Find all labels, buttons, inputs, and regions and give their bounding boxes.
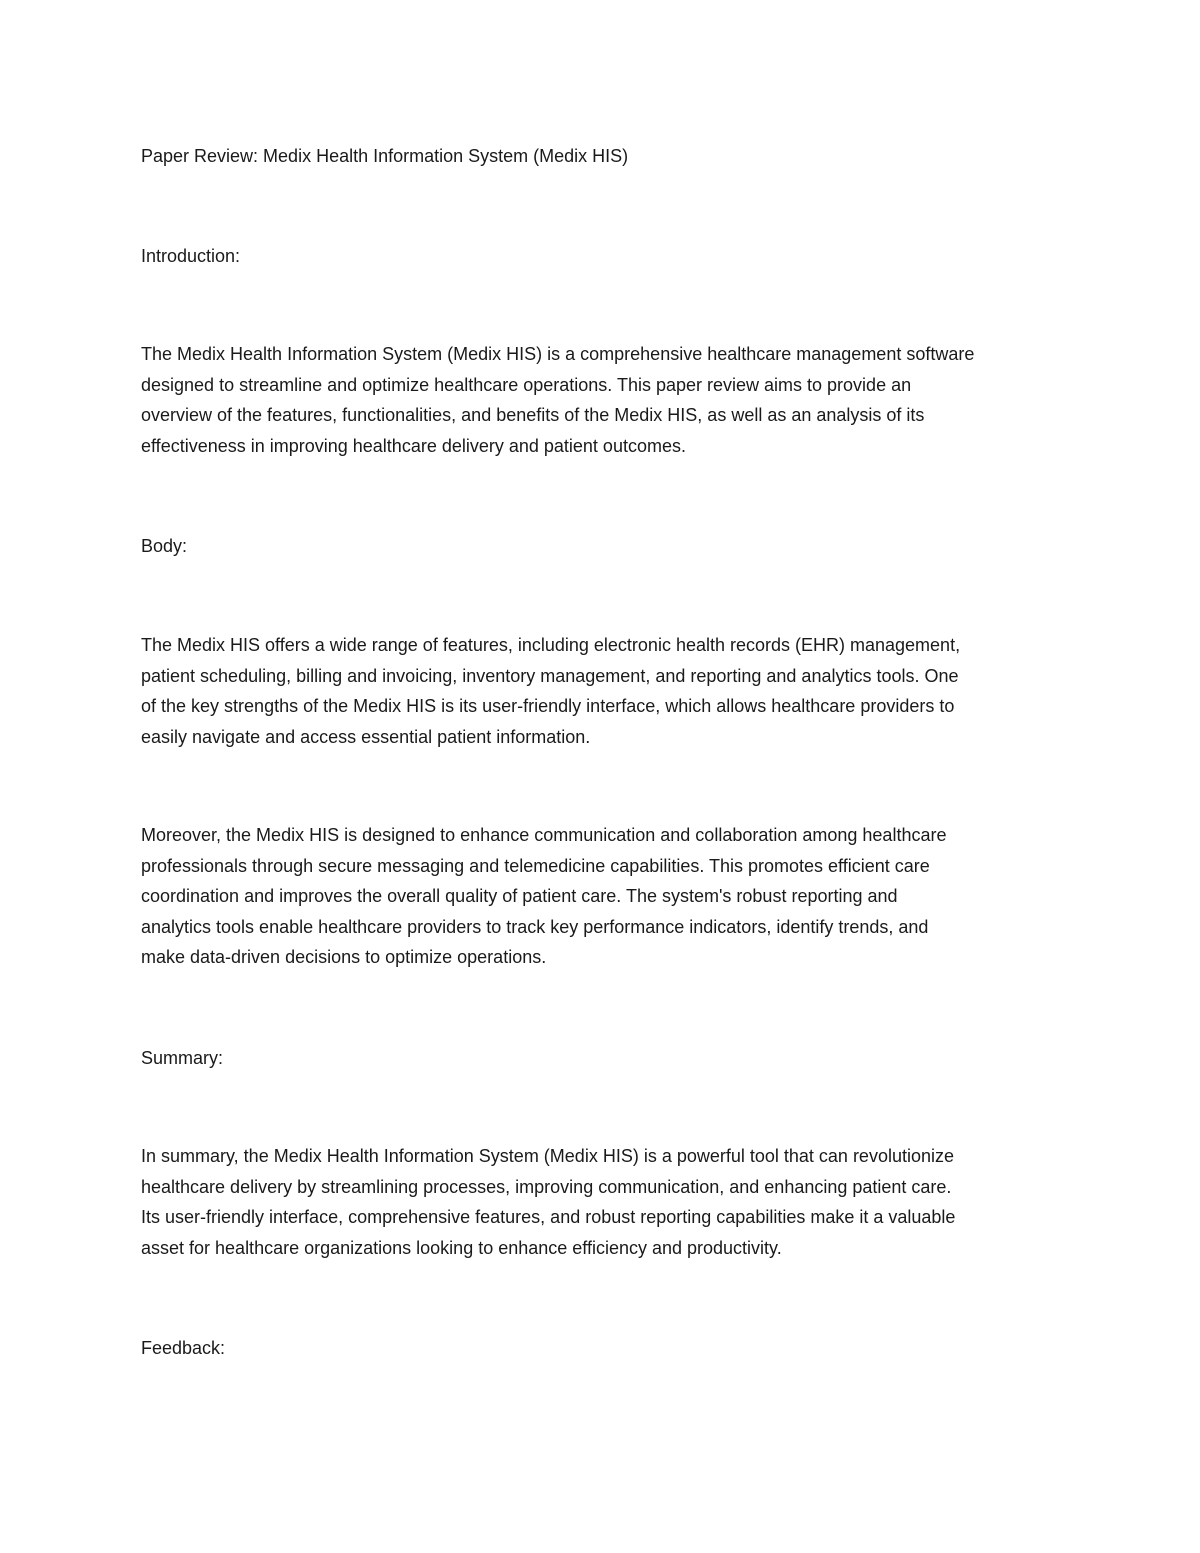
- paragraph-line: overview of the features, functionalities, and benefits of the Medix HIS, as well as an analysis of its: [141, 405, 925, 425]
- summary-paragraph: [141, 1141, 1071, 1263]
- paragraph-line: asset for healthcare organizations looking to enhance efficiency and productivity.: [141, 1237, 782, 1258]
- paragraph-line: coordination and improves the overall quality of patient care. The system's robust reporting and: [141, 886, 898, 906]
- document-title: Paper Review: Medix Health Information System (Medix HIS): [141, 146, 629, 166]
- paragraph-line: In summary, the Medix Health Information System (Medix HIS) is a powerful tool that can revolutionize: [141, 1146, 954, 1166]
- paragraph-line: healthcare delivery by streamlining processes, improving communication, and enhancing patient care.: [141, 1176, 952, 1197]
- paragraph-line: easily navigate and access essential patient information.: [141, 726, 591, 747]
- paragraph-line: analytics tools enable healthcare providers to track key performance indicators, identify trends, and: [141, 916, 929, 937]
- paragraph-line: make data-driven decisions to optimize operations.: [141, 947, 547, 967]
- paragraph-line: designed to streamline and optimize healthcare operations. This paper review aims to provide an: [141, 374, 912, 395]
- paragraph-line: Its user-friendly interface, comprehensive features, and robust reporting capabilities make it a valuable: [141, 1207, 956, 1227]
- paragraph-line: effectiveness in improving healthcare delivery and patient outcomes.: [141, 435, 686, 456]
- paragraph-line: professionals through secure messaging and telemedicine capabilities. This promotes efficient care: [141, 855, 930, 876]
- introduction-paragraph: [141, 339, 1071, 461]
- paragraph-line: The Medix Health Information System (Medix HIS) is a comprehensive healthcare management software: [141, 344, 975, 364]
- paragraph-line: Moreover, the Medix HIS is designed to enhance communication and collaboration among healthcare: [141, 825, 947, 845]
- paragraph-line: The Medix HIS offers a wide range of features, including electronic health records (EHR) management,: [141, 635, 961, 655]
- paragraph-line: of the key strengths of the Medix HIS is its user-friendly interface, which allows healthcare providers to: [141, 696, 955, 716]
- body-paragraph-2: [141, 820, 1071, 973]
- body-paragraph-1: [141, 630, 1071, 752]
- paragraph-line: patient scheduling, billing and invoicing, inventory management, and reporting and analytics tools. One: [141, 665, 959, 686]
- body-heading: Body:: [141, 536, 188, 556]
- summary-heading: Summary:: [141, 1048, 224, 1068]
- introduction-heading: Introduction:: [141, 246, 241, 266]
- feedback-heading: Feedback:: [141, 1338, 226, 1358]
